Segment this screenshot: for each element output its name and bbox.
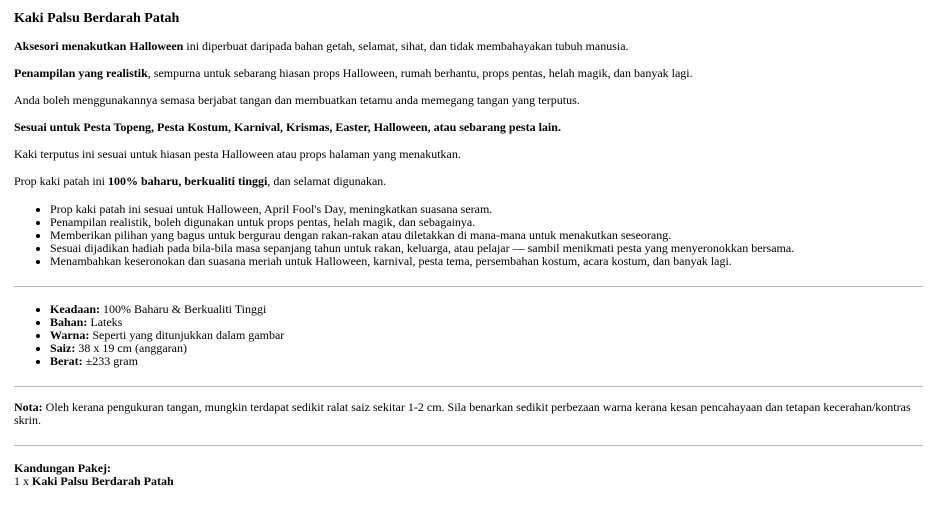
spec-value: Lateks	[87, 315, 123, 329]
feature-item: • Sesuai dijadikan hadiah pada bila-bila masa sepanjang tahun untuk rakan, keluarga, atau pelajar — sambil menikmati pesta yang menyeronokkan bersama.	[50, 242, 923, 255]
note-text: Oleh kerana pengukuran tangan, mungkin terdapat sedikit ralat saiz sekitar 1-2 cm. Sila benarkan sedikit perbezaan warna kerana kesan pencahayaan dan tetapan kecerahan/kontras skrin.	[14, 400, 911, 427]
divider	[14, 286, 923, 287]
intro-paragraph-quality	[14, 175, 923, 188]
spec-label: Keadaan:	[50, 302, 101, 316]
feature-list	[14, 203, 923, 268]
page-title: Kaki Palsu Berdarah Patah	[14, 11, 180, 26]
intro-appearance-text: , sempurna untuk sebarang hiasan props Halloween, rumah berhantu, props pentas, helah magik, dan banyak lagi.	[147, 66, 693, 80]
quality-text-before: Prop kaki patah ini	[14, 174, 108, 188]
package-qty: 1 x	[14, 474, 32, 488]
feature-item: • Penampilan realistik, boleh digunakan untuk props pentas, helah magik, dan sebagainya.	[50, 216, 923, 229]
divider	[14, 386, 923, 387]
spec-label: Warna:	[50, 328, 90, 342]
spec-item-condition	[50, 303, 923, 316]
spec-label: Saiz:	[50, 341, 76, 355]
note-paragraph	[14, 401, 919, 427]
feature-item: • Menambahkan keseronokan dan suasana meriah untuk Halloween, karnival, pesta tema, persembahan kostum, acara kostum, dan banyak lagi.	[50, 255, 923, 268]
occasions-bold: Sesuai untuk Pesta Topeng, Pesta Kostum, Karnival, Krismas, Easter, Halloween, atau sebarang pesta lain.	[14, 120, 561, 134]
intro-appearance-bold: Penampilan yang realistik	[14, 66, 148, 80]
intro-paragraph-handshake: Anda boleh menggunakannya semasa berjabat tangan dan membuatkan tetamu anda memegang tangan yang terputus.	[14, 93, 580, 107]
spec-value: 100% Baharu & Berkualiti Tinggi	[100, 302, 267, 316]
intro-paragraph-decoration: Kaki terputus ini sesuai untuk hiasan pesta Halloween atau props halaman yang menakutkan.	[14, 147, 461, 161]
spec-list	[14, 303, 923, 368]
spec-label: Berat:	[50, 354, 83, 368]
divider	[14, 445, 923, 446]
intro-material-bold: Aksesori menakutkan Halloween	[14, 39, 184, 53]
spec-item-size	[50, 342, 923, 355]
package-contents-item	[14, 475, 923, 488]
spec-label: Bahan:	[50, 315, 88, 329]
spec-value: ±233 gram	[82, 354, 138, 368]
spec-item-weight	[50, 355, 923, 368]
intro-material-text: ini diperbuat daripada bahan getah, selamat, sihat, dan tidak membahayakan tubuh manusia.	[183, 39, 629, 53]
quality-bold: 100% baharu, berkualiti tinggi	[107, 174, 268, 188]
intro-paragraph-occasions	[14, 121, 923, 134]
feature-item: • Prop kaki patah ini sesuai untuk Halloween, April Fool's Day, meningkatkan suasana seram.	[50, 203, 923, 216]
spec-value: Seperti yang ditunjukkan dalam gambar	[89, 328, 285, 342]
package-title-bold: Kandungan Pakej:	[14, 461, 112, 475]
note-label: Nota:	[14, 400, 43, 414]
intro-paragraph-material	[14, 40, 923, 53]
spec-value: 38 x 19 cm (anggaran)	[75, 341, 187, 355]
package-item-name: Kaki Palsu Berdarah Patah	[32, 474, 174, 488]
quality-text-after: , dan selamat digunakan.	[267, 174, 387, 188]
intro-paragraph-appearance	[14, 67, 923, 80]
feature-item: • Memberikan pilihan yang bagus untuk bergurau dengan rakan-rakan atau diletakkan di mana-mana untuk menakutkan seseorang.	[50, 229, 923, 242]
